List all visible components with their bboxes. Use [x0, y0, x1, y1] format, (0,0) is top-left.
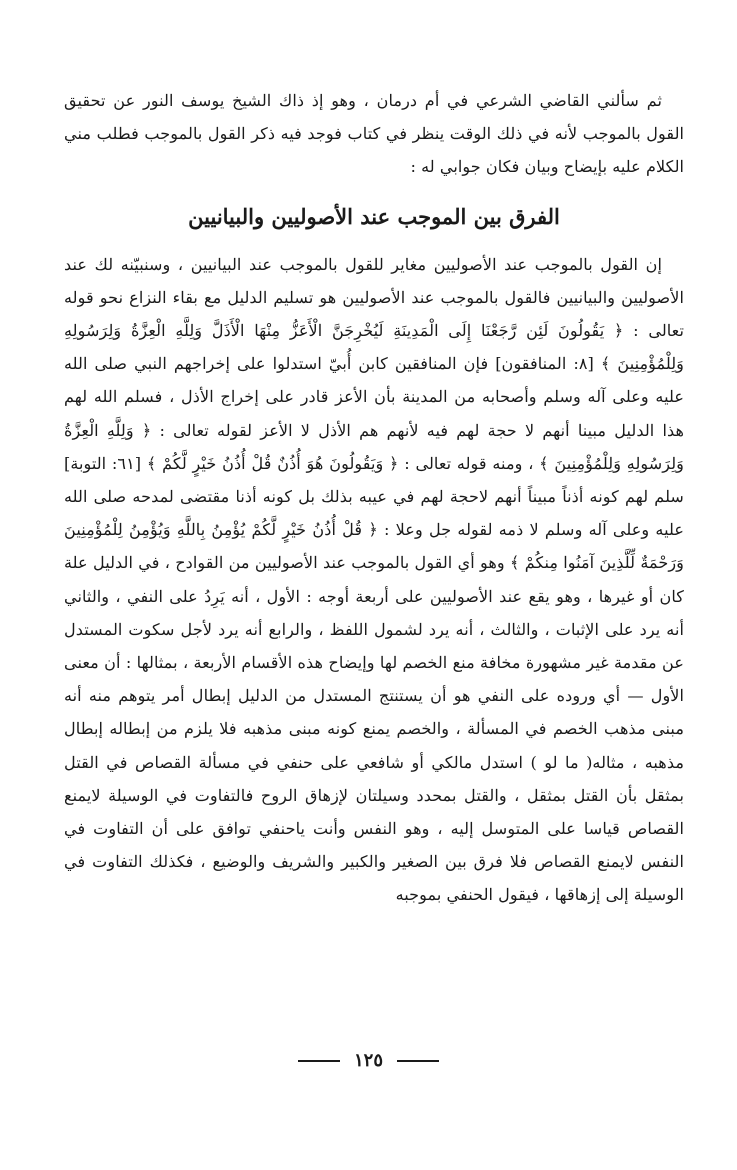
footer-dash-right: [397, 1060, 439, 1062]
page-number: ١٢٥: [353, 1050, 383, 1071]
page-footer: [0, 1050, 737, 1071]
body-paragraph: إن القول بالموجب عند الأصوليين مغاير للقول بالموجب عند البيانيين ، وسنبيّنه لك عند الأصوليين والبيانيين فالقول بالموجب عند الأصوليين هو تسليم الدليل مع بقاء النزاع نحو قوله تعالى : ﴿ يَقُولُونَ لَئِن رَّجَعْنَا إِلَى الْمَدِينَةِ لَيُخْرِجَنَّ الْأَعَزُّ مِنْهَا الْأَذَلَّ وَلِلَّهِ الْعِزَّةُ وَلِرَسُولِهِ وَلِلْمُؤْمِنِينَ ﴾ [٨: المنافقون] فإن المنافقين كابن أُبيّ استدلوا على إخراجهم النبي صلى الله عليه وعلى آله وسلم وأصحابه من المدينة بأن الأعز قادر على إخراج الأذل ، فسلم الله لهم هذا الدليل مبينا أنهم لا حجة لهم فيه لأنهم هم الأذل لا الأعز لقوله تعالى : ﴿ وَلِلَّهِ الْعِزَّةُ وَلِرَسُولِهِ وَلِلْمُؤْمِنِينَ ﴾ ، ومنه قوله تعالى : ﴿ وَيَقُولُونَ هُوَ أُذُنٌ قُلْ أُذُنُ خَيْرٍ لَّكُمْ ﴾ [٦١: التوبة] سلم لهم كونه أذناً مبيناً أنهم لاحجة لهم في عيبه بذلك بل كونه أذنا مقتضى لمدحه صلى الله عليه وعلى آله وسلم لا ذمه لقوله جل وعلا : ﴿ قُلْ أُذُنُ خَيْرٍ لَّكُمْ يُؤْمِنُ بِاللَّهِ وَيُؤْمِنُ لِلْمُؤْمِنِينَ وَرَحْمَةٌ لِّلَّذِينَ آمَنُوا مِنكُمْ ﴾ وهو أي القول بالموجب عند الأصوليين من القوادح ، في الدليل علة كان أو غيرها ، وهو يقع عند الأصوليين على أربعة أوجه : الأول ، أنه يَرِدُ على النفي ، والثاني أنه يرد على الإثبات ، والثالث ، أنه يرد لشمول اللفظ ، والرابع أنه يرد لأجل سكوت المستدل عن مقدمة غير مشهورة مخافة منع الخصم لها وإيضاح هذه الأقسام الأربعة ، بمثالها : أن معنى الأول — أي وروده على النفي هو أن يستنتج المستدل من الدليل إبطال أمر يتوهم منه أنه مبنى مذهب الخصم في المسألة ، والخصم يمنع كونه مبنى مذهبه فلا يلزم من إبطاله إبطال مذهبه ، مثاله( ما لو ) استدل مالكي أو شافعي على حنفي في مسألة القصاص في القتل بمثقل بأن القتل بمثقل ، والقتل بمحدد وسيلتان لإزهاق الروح فالتفاوت في الوسيلة لايمنع القصاص قياسا على المتوسل إليه ، وهو النفس وأنت ياحنفي توافق على أن التفاوت في النفس لايمنع القصاص فلا فرق بين الصغير والكبير والشريف والوضيع ، فكذلك التفاوت في الوسيلة إلى إزهاقها ، فيقول الحنفي بموجبه: [64, 254, 684, 905]
page-content: [64, 84, 684, 912]
intro-paragraph: ثم سألني القاضي الشرعي في أم درمان ، وهو إذ ذاك الشيخ يوسف النور عن تحقيق القول بالموجب لأنه في ذلك الوقت ينظر في كتاب فوجد فيه ذكر القول بالموجب فطلب مني الكلام عليه بإيضاح وبيان فكان جوابي له :: [64, 91, 684, 177]
section-title: الفرق بين الموجب عند الأصوليين والبيانيين: [188, 203, 560, 229]
footer-dash-left: [298, 1060, 340, 1062]
